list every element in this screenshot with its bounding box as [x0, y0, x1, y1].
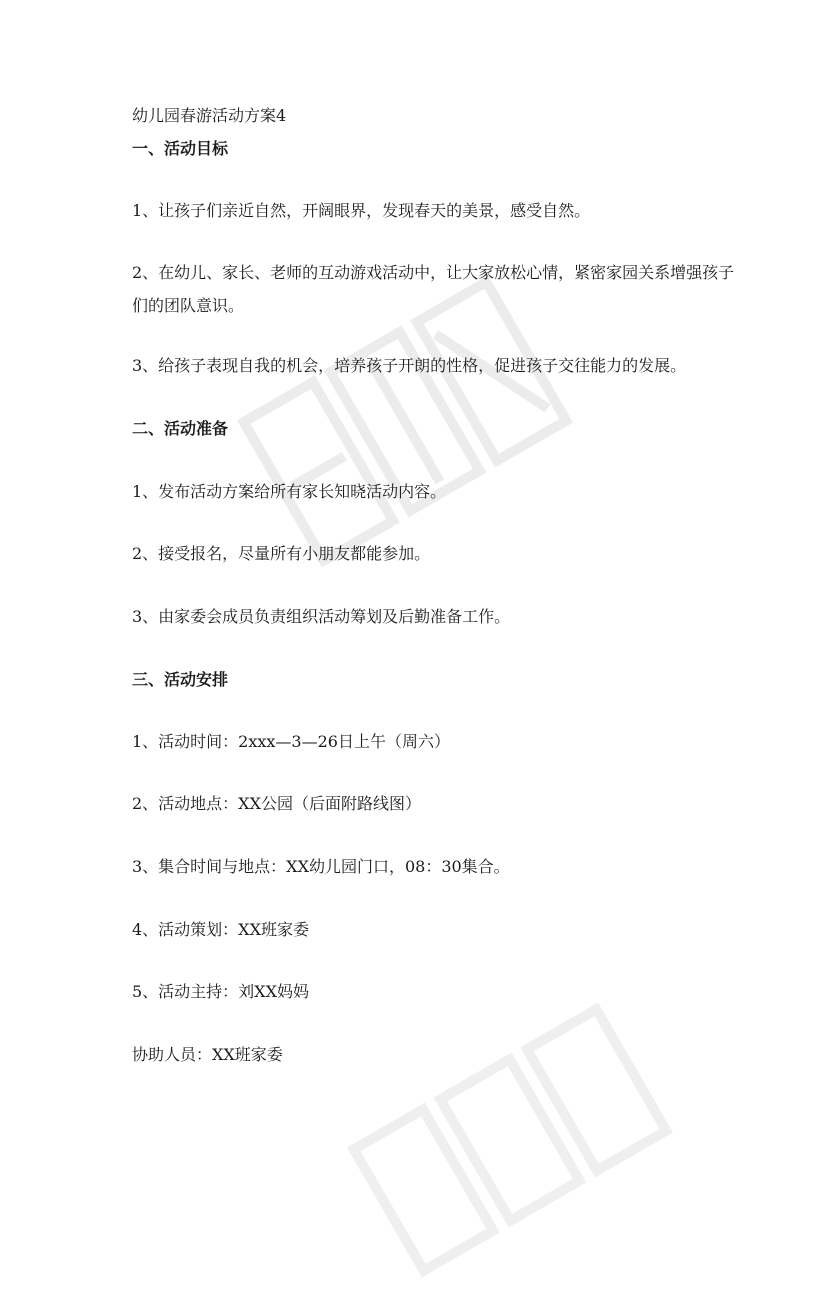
- schedule-item-planner: 4、活动策划：XX班家委: [132, 920, 309, 939]
- schedule-item-meeting: 3、集合时间与地点：XX幼儿园门口，08：30集合。: [132, 857, 510, 876]
- schedule-item-time: 1、活动时间：2xxx—3—26日上午（周六）: [132, 732, 450, 751]
- section-heading-preparation: 二、活动准备: [132, 419, 229, 438]
- prep-item-2: 2、接受报名，尽量所有小朋友都能参加。: [132, 544, 431, 563]
- prep-item-1: 1、发布活动方案给所有家长知晓活动内容。: [132, 482, 447, 501]
- section-heading-schedule: 三、活动安排: [132, 670, 229, 689]
- section-heading-goals: 一、活动目标: [132, 139, 229, 158]
- schedule-item-assistants: 协助人员：XX班家委: [132, 1045, 283, 1064]
- watermark-graphic-bottom: [321, 973, 698, 1306]
- prep-item-3: 3、由家委会成员负责组织活动筹划及后勤准备工作。: [132, 607, 511, 626]
- goal-item-1: 1、让孩子们亲近自然，开阔眼界，发现春天的美景，感受自然。: [132, 201, 591, 220]
- document-title: 幼儿园春游活动方案4: [132, 106, 287, 125]
- schedule-item-host: 5、活动主持：刘XX妈妈: [132, 982, 309, 1001]
- schedule-item-location: 2、活动地点：XX公园（后面附路线图）: [132, 794, 421, 813]
- goal-item-3: 3、给孩子表现自我的机会，培养孩子开朗的性格，促进孩子交往能力的发展。: [132, 356, 687, 375]
- goal-item-2: 2、在幼儿、家长、老师的互动游戏活动中，让大家放松心情，紧密家园关系增强孩子们的团队意识。: [132, 263, 735, 315]
